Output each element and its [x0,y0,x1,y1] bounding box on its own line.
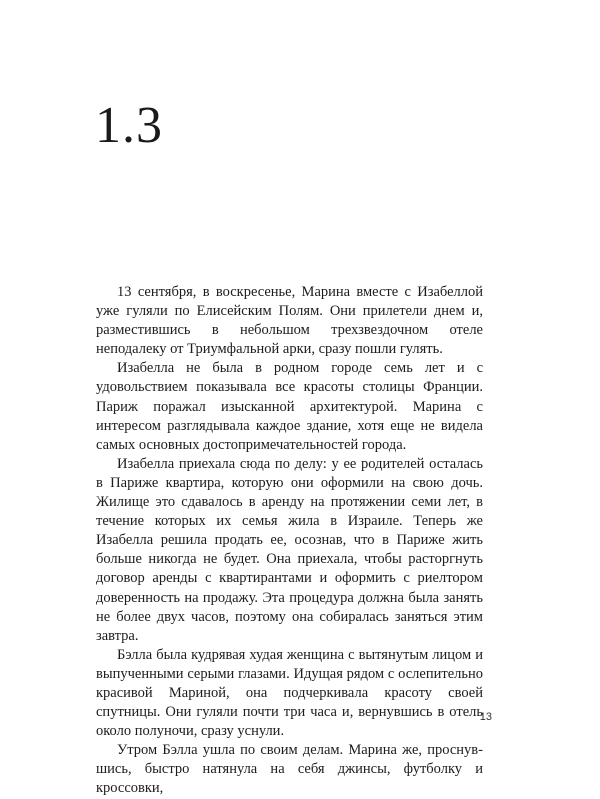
paragraph: Изабелла не была в родном городе семь лет и с удовольствием показывала все красоты столицы Франции. Париж поражал изысканной архитектурой. Марина с интересом разглядывала каждое здание, хотя еще не видела самых основных достопримечательностей города. [96,360,483,453]
paragraph: 13 сентября, в воскресенье, Марина вместе с Изабеллой уже гуляли по Елисейским Полям. Они прилетели днем и, разместившись в небольшом трехзвездочном отеле неподалеку от Триумфальной арки, сразу пошли гулять. [96,284,483,358]
page-number: 13 [479,711,492,723]
paragraph: Бэлла была кудрявая худая женщина с вытянутым лицом и выпученными серыми глазами. Идущая рядом с ослепительно красивой Мариной, она подчеркивала красоту своей спутницы. Они гуляли почти три часа и, вернувшись в отель около полуночи, сразу уснули. [96,646,483,740]
chapter-body [96,283,483,799]
chapter-number: 1.3 [95,97,163,154]
paragraph: Изабелла приехала сюда по делу: у ее родителей осталась в Париже квартира, которую они оформили на свою дочь. Жилище это сдавалось в аренду на протяжении семи лет, в течение которых их семья жила в Израиле. Теперь же Изабелла решила продать ее, осознав, что в Париже жить больше никогда не будет. Она приехала, чтобы расторгнуть договор аренды с квартирантами и оформить с риелтором доверенность на продажу. Эта процедура должна была занять не более двух часов, поэтому она собиралась заняться этим завтра. [96,455,483,644]
paragraph: Утром Бэлла ушла по своим делам. Марина же, проснувшись, быстро натянула на себя джинсы, футболку и кроссовки, [96,742,483,797]
